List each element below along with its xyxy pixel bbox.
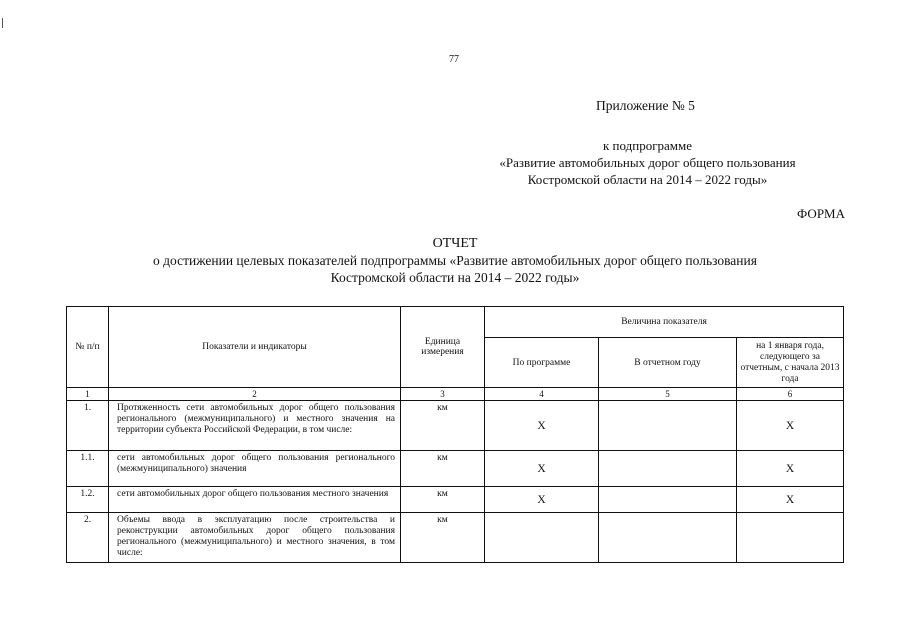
row-cumulative: Х bbox=[737, 487, 844, 513]
table-row bbox=[67, 513, 844, 563]
row-reporting-year bbox=[599, 401, 737, 451]
row-by-program: Х bbox=[485, 487, 599, 513]
column-number: 3 bbox=[401, 388, 485, 401]
row-unit: км bbox=[401, 487, 485, 513]
column-number: 2 bbox=[109, 388, 401, 401]
appendix-subtitle bbox=[470, 137, 825, 188]
table-header-row-1 bbox=[67, 307, 844, 338]
row-cumulative: Х bbox=[737, 451, 844, 487]
header-num: № п/п bbox=[67, 307, 109, 388]
table-row bbox=[67, 451, 844, 487]
row-cumulative bbox=[737, 513, 844, 563]
margin-mark bbox=[2, 18, 3, 28]
appendix-title: Приложение № 5 bbox=[596, 98, 695, 113]
header-cumulative: на 1 января года, следующего за отчетным, с начала 2013 года bbox=[737, 338, 844, 388]
row-unit: км bbox=[401, 451, 485, 487]
column-number: 6 bbox=[737, 388, 844, 401]
row-by-program bbox=[485, 513, 599, 563]
row-indicator: сети автомобильных дорог общего пользования регионального (межмуниципального) значения bbox=[109, 451, 401, 487]
row-reporting-year bbox=[599, 513, 737, 563]
form-label: ФОРМА bbox=[797, 206, 845, 221]
row-reporting-year bbox=[599, 487, 737, 513]
appendix-line-1: к подпрограмме bbox=[602, 138, 693, 153]
row-indicator: Объемы ввода в эксплуатацию после строительства и реконструкции автомобильных дорог общего пользования регионального (межмуниципального) и местного значения, в том числе: bbox=[109, 513, 401, 563]
report-subtitle-line-2: Костромской области на 2014 – 2022 годы» bbox=[330, 270, 580, 285]
row-num: 2. bbox=[67, 513, 109, 563]
row-by-program: Х bbox=[485, 401, 599, 451]
row-reporting-year bbox=[599, 451, 737, 487]
header-unit: Единица измерения bbox=[401, 307, 485, 388]
row-num: 1.2. bbox=[67, 487, 109, 513]
column-number: 4 bbox=[485, 388, 599, 401]
report-title: ОТЧЕТ bbox=[432, 236, 478, 251]
header-by-program: По программе bbox=[485, 338, 599, 388]
column-number: 5 bbox=[599, 388, 737, 401]
table-row bbox=[67, 487, 844, 513]
report-subtitle-line-1: о достижении целевых показателей подпрограммы «Развитие автомобильных дорог общего пользования bbox=[153, 253, 757, 268]
row-indicator: сети автомобильных дорог общего пользования местного значения bbox=[109, 487, 401, 513]
report-heading bbox=[60, 235, 850, 286]
header-value-group: Величина показателя bbox=[485, 307, 844, 338]
appendix-line-2: «Развитие автомобильных дорог общего пользования bbox=[499, 155, 796, 170]
report-table bbox=[66, 306, 844, 563]
row-unit: км bbox=[401, 401, 485, 451]
column-number-row bbox=[67, 388, 844, 401]
header-reporting-year: В отчетном году bbox=[599, 338, 737, 388]
row-num: 1. bbox=[67, 401, 109, 451]
table-row bbox=[67, 401, 844, 451]
header-indicators: Показатели и индикаторы bbox=[109, 307, 401, 388]
column-number: 1 bbox=[67, 388, 109, 401]
page-number: 77 bbox=[449, 54, 459, 65]
row-by-program: Х bbox=[485, 451, 599, 487]
row-unit: км bbox=[401, 513, 485, 563]
row-cumulative: Х bbox=[737, 401, 844, 451]
row-num: 1.1. bbox=[67, 451, 109, 487]
row-indicator: Протяженность сети автомобильных дорог общего пользования регионального (межмуниципального) и местного значения на территории субъекта Российской Федерации, в том числе: bbox=[109, 401, 401, 451]
appendix-line-3: Костромской области на 2014 – 2022 годы» bbox=[527, 172, 768, 187]
